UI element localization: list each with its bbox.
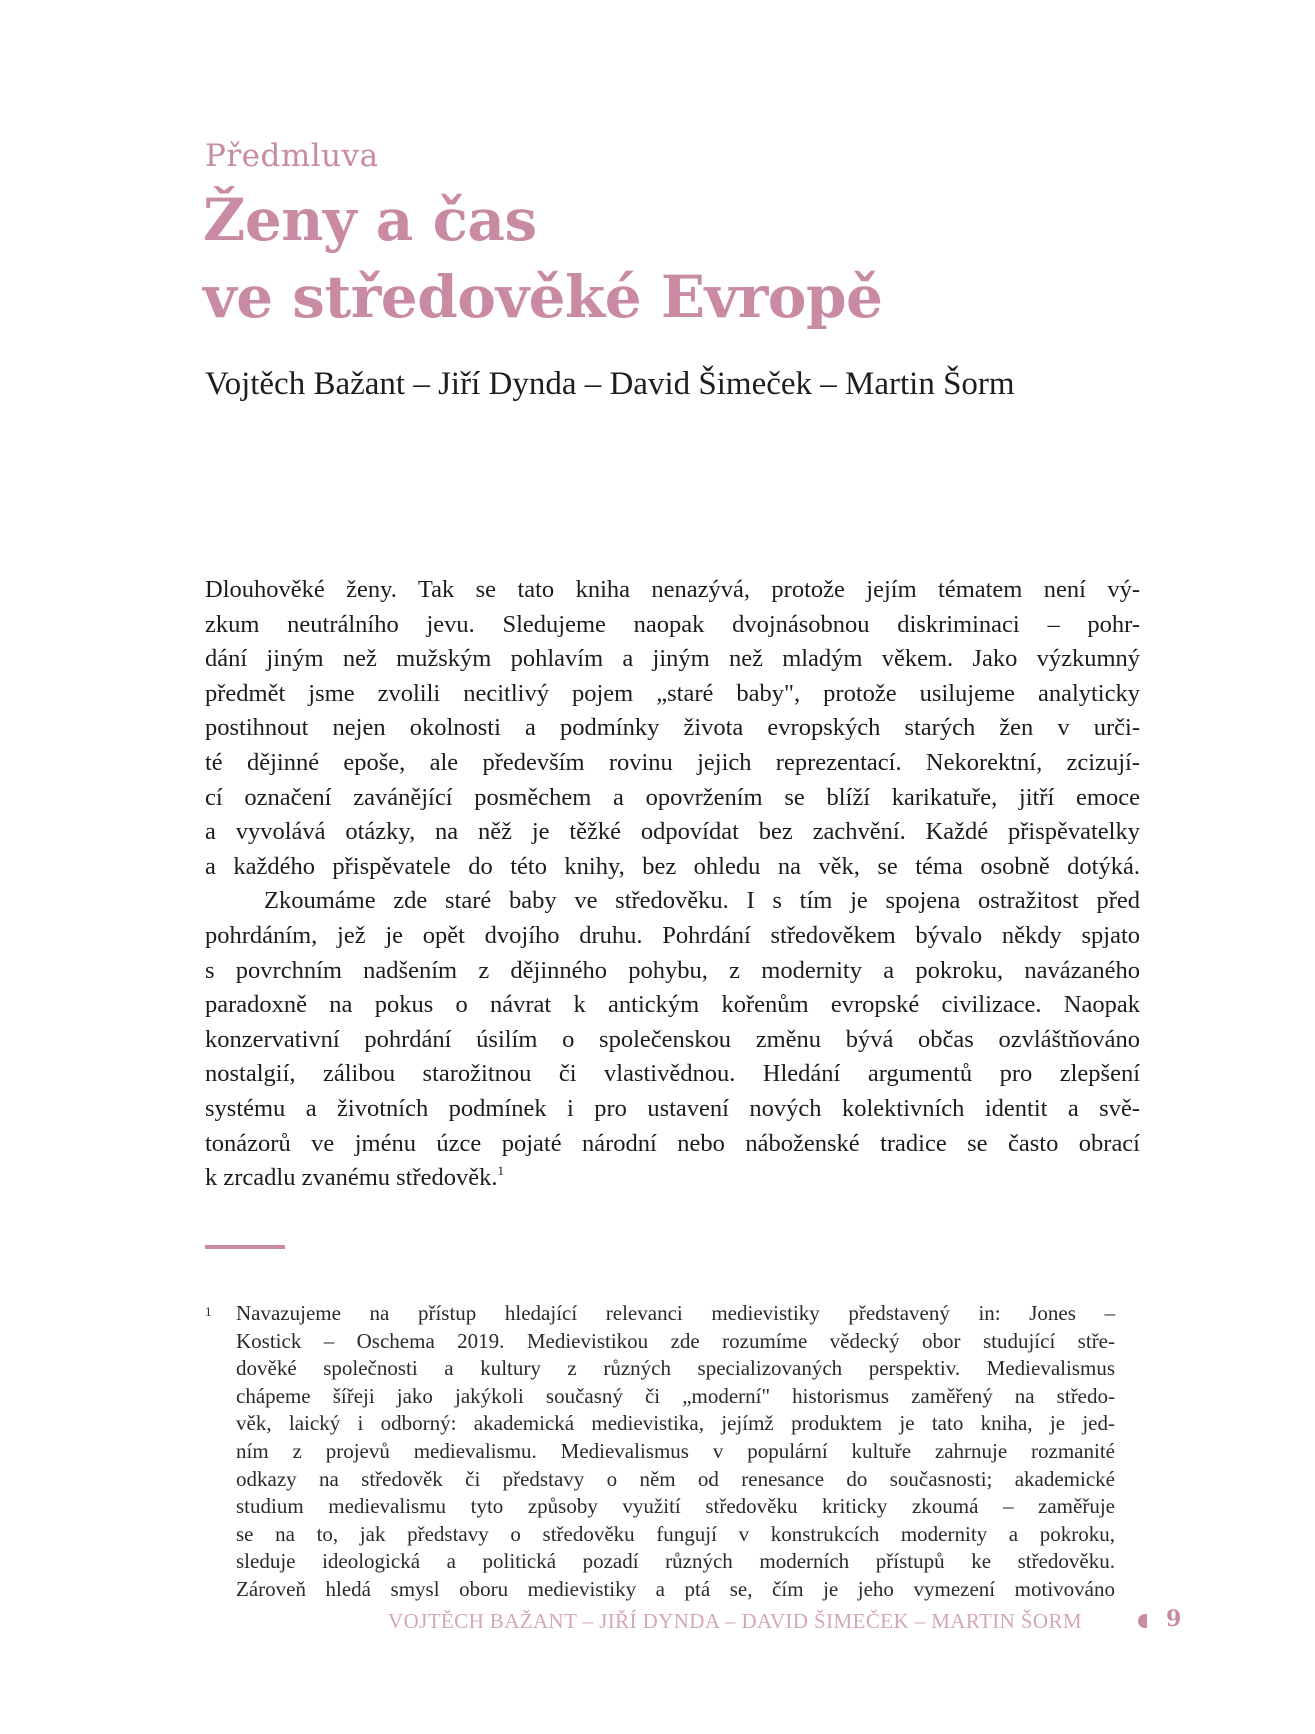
text-line: té dějinné epoše, ale především rovinu jejich reprezentací. Nekorektní, zcizují- [205, 748, 1140, 776]
paragraph-2 [205, 884, 1140, 1195]
footnote-line: ním z projevů medievalismu. Medievalismus v populární kultuře zahrnuje rozmanité [236, 1438, 1115, 1463]
footnote-line: sleduje ideologická a politická pozadí různých moderních přístupů ke středověku. [236, 1549, 1115, 1574]
footnote-reference[interactable]: 1 [497, 1163, 505, 1179]
footnote-line: Zároveň hledá smysl oboru medievistiky a ptá se, čím je jeho vymezení motivováno [236, 1576, 1115, 1601]
footnote-separator [205, 1245, 285, 1249]
footnote-line: věk, laický i odborný: akademická medievistika, jejímž produktem je tato kniha, je jed- [236, 1411, 1115, 1436]
footnote [205, 1300, 1115, 1604]
text-line: předmět jsme zvolili necitlivý pojem „staré baby", protože usilujeme analyticky [205, 679, 1140, 707]
text-line: postihnout nejen okolnosti a podmínky života evropských starých žen v urči- [205, 714, 1140, 742]
running-footer: VOJTĚCH BAŽANT – JIŘÍ DYNDA – DAVID ŠIMEČEK – MARTIN ŠORM [388, 1609, 1082, 1633]
section-kicker: Předmluva [205, 138, 379, 174]
text-line: Zkoumáme zde staré baby ve středověku. I s tím je spojena ostražitost před [264, 887, 1140, 915]
footnote-number: 1 [205, 1304, 212, 1319]
text-line-content: k zrcadlu zvanému středověk. [205, 1164, 498, 1192]
chapter-title [203, 182, 882, 336]
text-line: zkum neutrálního jevu. Sledujeme naopak dvojnásobnou diskriminaci – pohr- [205, 610, 1140, 638]
text-line: dání jiným než mužským pohlavím a jiným než mladým věkem. Jako výzkumný [205, 645, 1140, 673]
text-line: tonázorů ve jménu úzce pojaté národní nebo náboženské tradice se často obrací [205, 1129, 1140, 1157]
text-line: cí označení zavánějící posměchem a opovržením se blíží karikatuře, jitří emoce [205, 783, 1140, 811]
chapter-title-line-1: Ženy a čas [203, 186, 537, 254]
text-line: paradoxně na pokus o návrat k antickým kořenům evropské civilizace. Naopak [205, 991, 1140, 1019]
footnote-line: dověké společnosti a kultury z různých specializovaných perspektiv. Medievalismus [236, 1356, 1115, 1381]
half-circle-icon [1138, 1614, 1147, 1628]
text-line: Dlouhověké ženy. Tak se tato kniha nenazývá, protože jejím tématem není vý- [205, 576, 1140, 603]
paragraph-1 [205, 573, 1140, 884]
footnote-line: Navazujeme na přístup hledající relevanci medievistiky představený in: Jones – [236, 1301, 1115, 1325]
footnote-text [236, 1300, 1115, 1604]
text-line: a každého přispěvatele do této knihy, bez ohledu na věk, se téma osobně dotýká. [205, 852, 1140, 880]
text-line: nostalgií, zálibou starožitnou či vlastivědnou. Hledání argumentů pro zlepšení [205, 1060, 1140, 1088]
footnote-line: studium medievalismu tyto způsoby využití středověku kriticky zkoumá – zaměřuje [236, 1494, 1115, 1519]
footnote-line: Kostick – Oschema 2019. Medievistikou zde rozumíme vědecký obor studující stře- [236, 1328, 1115, 1353]
text-line-last [205, 1161, 1140, 1196]
text-line: pohrdáním, jež je opět dvojího druhu. Pohrdání středověkem bývalo někdy spjato [205, 921, 1140, 949]
body-text [205, 573, 1140, 1196]
text-line: konzervativní pohrdání úsilím o společenskou změnu bývá občas ozvláštňováno [205, 1025, 1140, 1053]
chapter-authors: Vojtěch Bažant – Jiří Dynda – David Šimeček – Martin Šorm [205, 366, 1015, 402]
footnote-line: se na to, jak představy o středověku fungují v konstrukcích modernity a pokroku, [236, 1521, 1115, 1546]
page-number: 9 [1166, 1606, 1182, 1632]
footnote-line: odkazy na středověk či představy o něm od renesance do současnosti; akademické [236, 1466, 1115, 1491]
footnote-line: chápeme šířeji jako jakýkoli současný či „moderní" historismus zaměřený na středo- [236, 1383, 1115, 1408]
text-line: a vyvolává otázky, na něž je těžké odpovídat bez zachvění. Každé přispěvatelky [205, 818, 1140, 846]
text-line: systému a životních podmínek i pro ustavení nových kolektivních identit a svě- [205, 1094, 1140, 1122]
chapter-title-line-2: ve středověké Evropě [203, 263, 883, 331]
text-line: s povrchním nadšením z dějinného pohybu, z modernity a pokroku, navázaného [205, 956, 1140, 984]
